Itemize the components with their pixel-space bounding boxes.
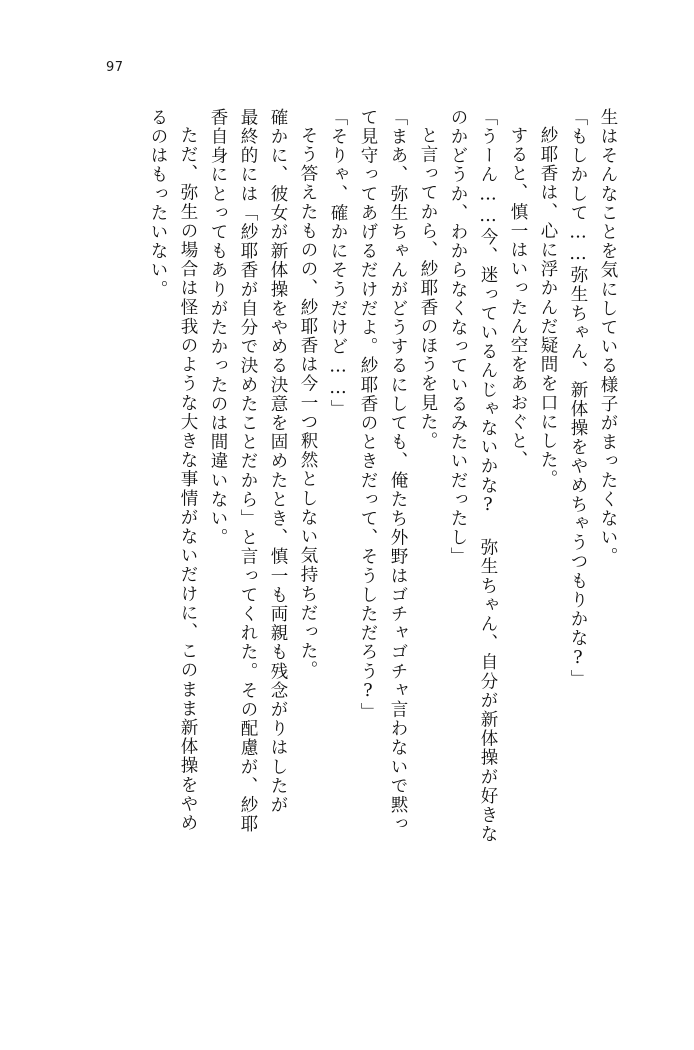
text-line: 香自身にとってもありがたかったのは間違いない。 [208,108,228,548]
text-line: 「もしかして……弥生ちゃん、新体操をやめちゃうつもりかな?」 [568,108,588,689]
text-line: そう答えたものの、紗耶香は今一つ釈然としない気持ちだった。 [298,126,318,680]
text-line: すると、慎一はいったん空をあおぐと、 [508,126,528,470]
text-line: 「まあ、弥生ちゃんがどうするにしても、俺たち外野はゴチャゴチャ言わないで黙っ [388,108,408,834]
text-line: 生はそんなことを気にしている様子がまったくない。 [598,108,618,567]
text-line: 紗耶香は、心に浮かんだ疑問を口にした。 [538,126,558,489]
text-line: 最終的には「紗耶香が自分で決めたことだから」と言ってくれた。その配慮が、紗耶 [238,108,258,834]
page-number: 97 [106,60,124,75]
text-line: ただ、弥生の場合は怪我のような大きな事情がないだけに、このまま新体操をやめ [178,126,198,833]
text-line: 「そりゃ、確かにそうだけど……」 [328,108,348,419]
text-line: 確かに、彼女が新体操をやめる決意を固めたとき、慎一も両親も残念がりはしたが [268,108,288,815]
text-line: るのはもったいない。 [148,108,168,299]
text-line: 「うーん……今、迷っているんじゃないかな? 弥生ちゃん、自分が新体操が好きな [478,108,498,844]
text-line: と言ってから、紗耶香のほうを見た。 [418,126,438,451]
text-line: て見守ってあげるだけだよ。紗耶香のときだって、そうしただろう?」 [358,108,378,722]
vertical-text-block [76,108,616,988]
text-line: のかどうか、わからなくなっているみたいだったし」 [448,108,468,567]
